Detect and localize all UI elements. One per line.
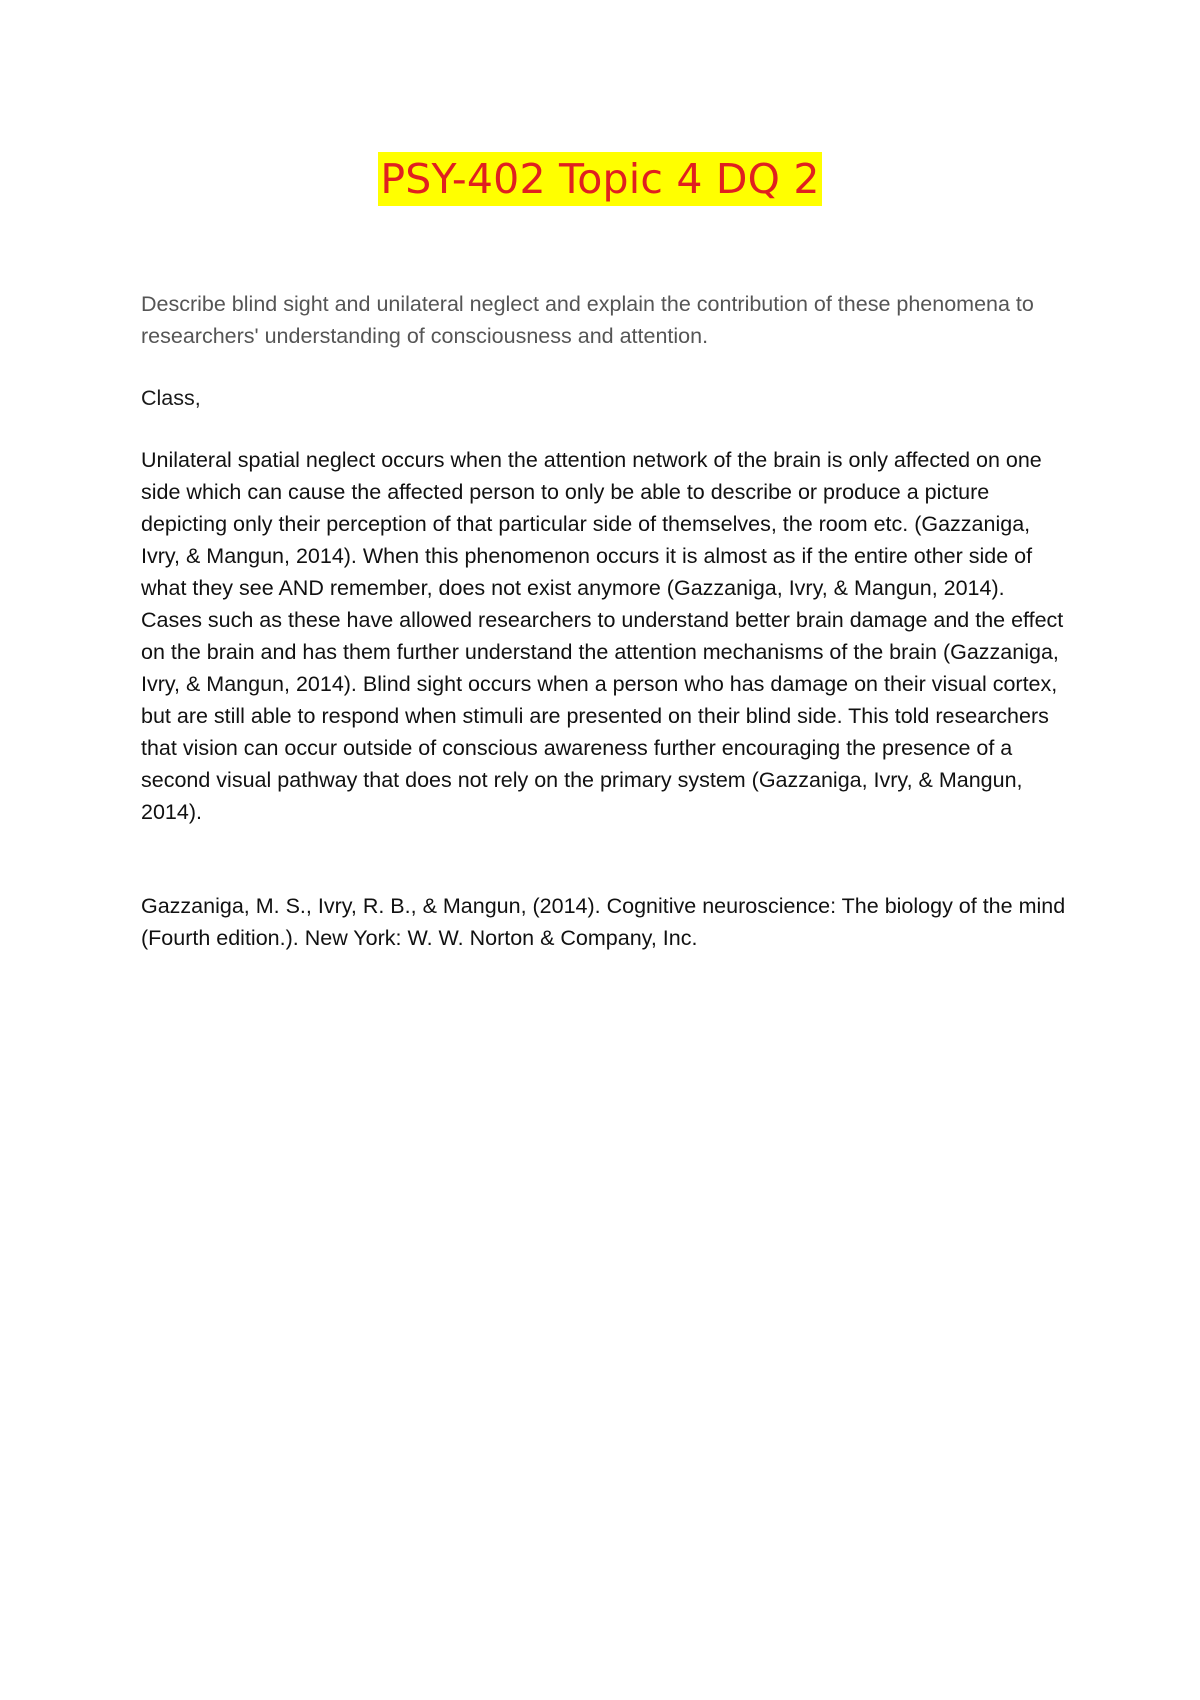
response-body: Unilateral spatial neglect occurs when the attention network of the brain is only affected on one side which can cause the affected person to only be able to describe or produce a picture depicting only their perception of that particular side of themselves, the room etc. (Gazzaniga, Ivry, & Mangun, 2014). When this phenomenon occurs it is almost as if the entire other side of what they see AND remember, does not exist anymore (Gazzaniga, Ivry, & Mangun, 2014). Cases such as these have allowed researchers to understand better brain damage and the effect on the brain and has them further understand the attention mechanisms of the brain (Gazzaniga, Ivry, & Mangun, 2014). Blind sight occurs when a person who has damage on their visual cortex, but are still able to respond when stimuli are presented on their blind side. This told researchers that vision can occur outside of conscious awareness further encouraging the presence of a second visual pathway that does not rely on the primary system (Gazzaniga, Ivry, & Mangun, 2014). bbox=[141, 448, 1064, 824]
reference-citation: Gazzaniga, M. S., Ivry, R. B., & Mangun, (2014). Cognitive neuroscience: The biology of the mind (Fourth edition.). New York: W. W. Norton & Company, Inc. bbox=[141, 894, 1066, 950]
title-container bbox=[0, 152, 1200, 206]
discussion-prompt: Describe blind sight and unilateral neglect and explain the contribution of these phenomena to researchers' understanding of consciousness and attention. bbox=[141, 292, 1034, 348]
greeting: Class, bbox=[141, 386, 201, 410]
document-title: PSY-402 Topic 4 DQ 2 bbox=[378, 152, 821, 206]
document-content bbox=[141, 288, 1071, 954]
